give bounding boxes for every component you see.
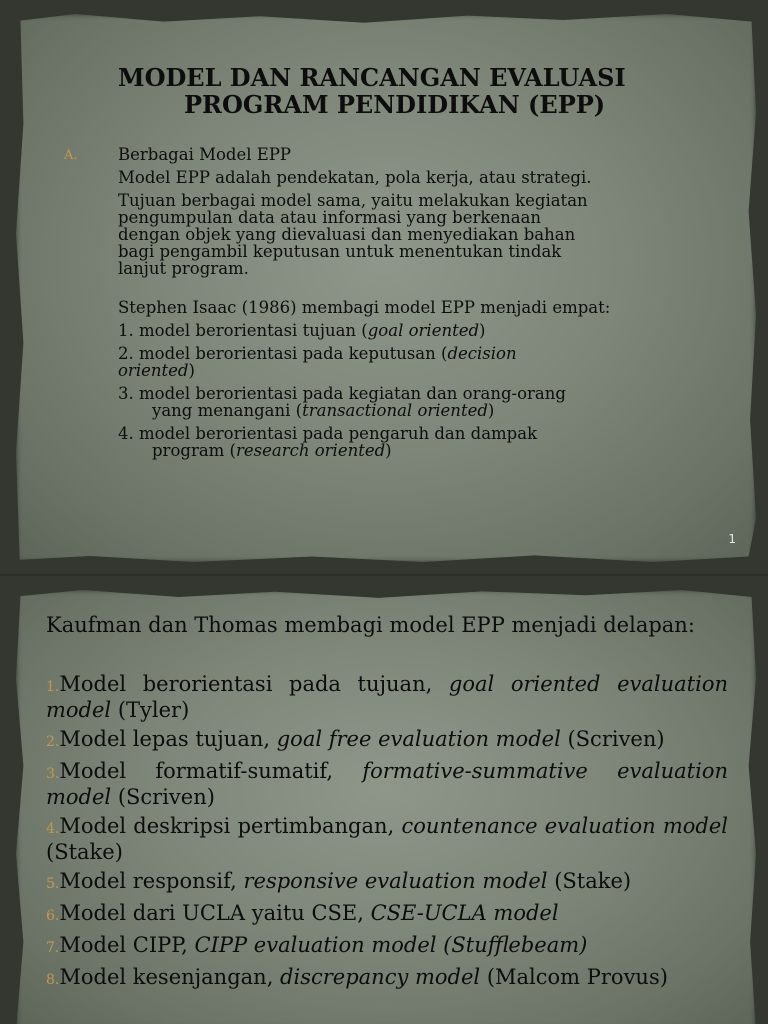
purpose-line: pengumpulan data atau informasi yang berkenaan xyxy=(118,208,542,227)
purpose-line: dengan objek yang dievaluasi dan menyediakan bahan xyxy=(118,225,576,244)
isaac-intro: Stephen Isaac (1986) membagi model EPP menjadi empat: xyxy=(118,298,611,317)
purpose-paragraph xyxy=(64,192,724,277)
isaac-item-3: 3. model berorientasi pada kegiatan dan orang-orang yang menangani (transactional oriented) xyxy=(118,384,566,420)
model-item-5: 5.Model responsif, responsive evaluation model (Stake) xyxy=(46,869,632,893)
model-item-6: 6.Model dari UCLA yaitu CSE, CSE-UCLA model xyxy=(46,901,559,925)
model-item-8: 8.Model kesenjangan, discrepancy model (Malcom Provus) xyxy=(46,965,668,989)
section-marker: A. xyxy=(64,148,78,163)
model-item-7: 7.Model CIPP, CIPP evaluation model (Stufflebeam) xyxy=(46,933,588,957)
slide-1-title xyxy=(60,64,700,118)
purpose-line: Tujuan berbagai model sama, yaitu melakukan kegiatan xyxy=(118,191,588,210)
purpose-line: lanjut program. xyxy=(118,259,249,278)
isaac-item-4: 4. model berorientasi pada pengaruh dan dampak program (research oriented) xyxy=(118,424,538,460)
section-heading: Berbagai Model EPP xyxy=(118,145,292,164)
isaac-item-1: 1. model berorientasi tujuan (goal oriented) xyxy=(118,321,486,340)
isaac-item-2: 2. model berorientasi pada keputusan (decision oriented) xyxy=(118,344,517,380)
slide-2-body xyxy=(46,614,728,992)
model-item-4: 4.Model deskripsi pertimbangan, countenance evaluation model (Stake) xyxy=(46,814,728,864)
purpose-line: bagi pengambil keputusan untuk menentukan tindak xyxy=(118,242,562,261)
title-line-1: MODEL DAN RANCANGAN EVALUASI xyxy=(118,63,626,92)
section-heading-row xyxy=(64,146,724,163)
model-item-1: 1.Model berorientasi pada tujuan, goal oriented evaluation model (Tyler) xyxy=(46,672,728,722)
slide-1-body xyxy=(64,146,724,459)
page-number: 1 xyxy=(728,532,736,546)
title-line-2: PROGRAM PENDIDIKAN (EPP) xyxy=(184,90,606,119)
definition-text: Model EPP adalah pendekatan, pola kerja, atau strategi. xyxy=(118,168,592,187)
model-item-3: 3.Model formatif-sumatif, formative-summative evaluation model (Scriven) xyxy=(46,759,728,809)
model-item-2: 2.Model lepas tujuan, goal free evaluation model (Scriven) xyxy=(46,727,665,751)
kaufman-intro: Kaufman dan Thomas membagi model EPP menjadi delapan: xyxy=(46,613,695,637)
